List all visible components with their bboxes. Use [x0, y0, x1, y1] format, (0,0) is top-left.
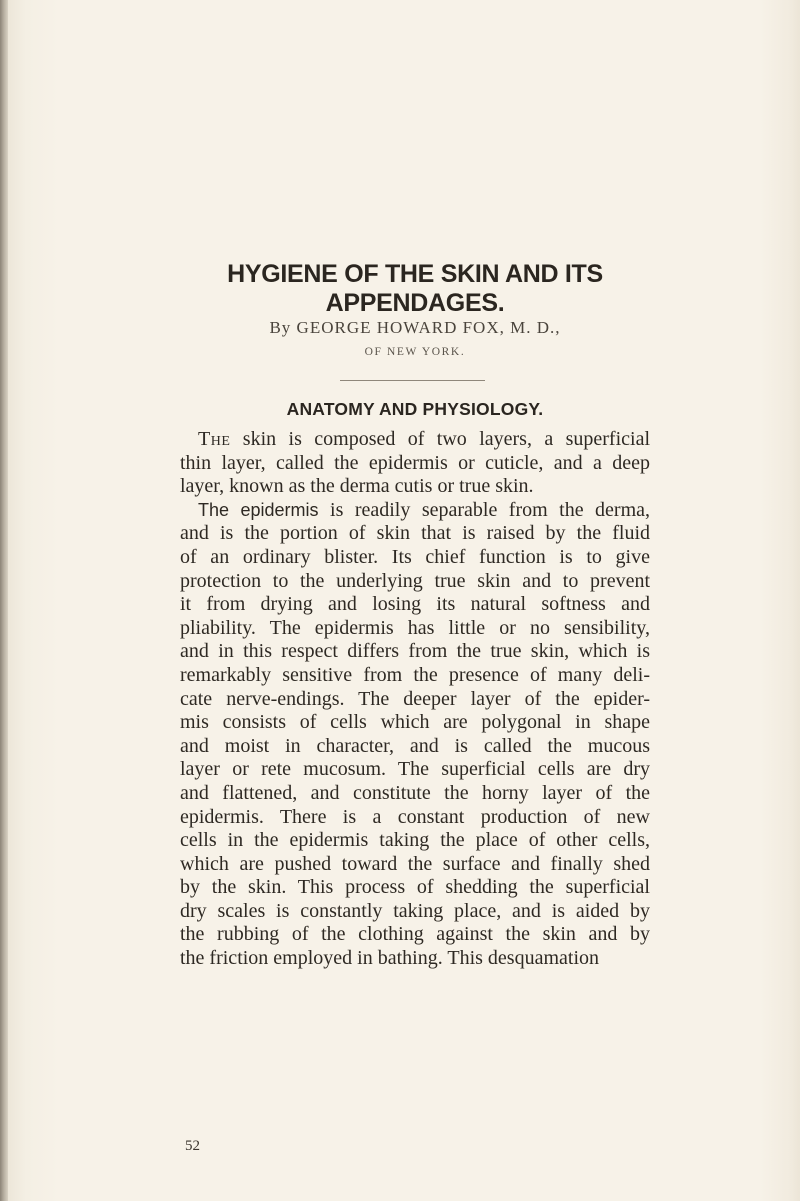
- text-line: pliability. The epidermis has little or no sensibility,: [180, 616, 650, 639]
- text-line: and in this respect differs from the true skin, which is: [180, 640, 650, 663]
- text-line: dry scales is constantly taking place, and is aided by: [180, 899, 650, 922]
- paragraph-lead: The: [198, 428, 231, 450]
- author-affiliation: OF NEW YORK.: [364, 346, 466, 358]
- body-text: [180, 428, 650, 971]
- article-title-line-2: APPENDAGES.: [325, 289, 505, 317]
- text-line: The epidermis is readily separable from the derma,: [198, 498, 651, 521]
- text-line: it from drying and losing its natural softness and: [180, 593, 650, 616]
- author-byline: By GEORGE HOWARD FOX, M. D.,: [269, 318, 561, 337]
- text-line: cells in the epidermis taking the place of other cells,: [180, 829, 650, 852]
- text-line: remarkably sensitive from the presence of many deli-: [180, 663, 650, 686]
- text-line: and flattened, and constitute the horny layer of the: [180, 781, 650, 804]
- text-line: cate nerve-endings. The deeper layer of the epider-: [180, 687, 650, 710]
- page-gutter-shadow: [0, 0, 8, 1201]
- section-heading: ANATOMY AND PHYSIOLOGY.: [286, 399, 544, 419]
- text-line: the friction employed in bathing. This desquamation: [180, 947, 599, 970]
- paragraph-lead: The epidermis: [198, 499, 319, 520]
- text-line: mis consists of cells which are polygonal in shape: [180, 711, 650, 734]
- article-title-line-1: HYGIENE OF THE SKIN AND ITS: [227, 260, 603, 288]
- page-number: 52: [185, 1138, 200, 1154]
- text-line: which are pushed toward the surface and finally shed: [180, 852, 650, 875]
- text-line: protection to the underlying true skin and to prevent: [180, 569, 650, 592]
- text-line: and is the portion of skin that is raised by the fluid: [180, 522, 650, 545]
- text-line: The skin is composed of two layers, a superficial: [198, 428, 651, 450]
- text-line: the rubbing of the clothing against the skin and by: [180, 923, 650, 946]
- text-line: by the skin. This process of shedding the superficial: [180, 876, 650, 899]
- text-line: and moist in character, and is called the mucous: [180, 734, 650, 757]
- text-line: of an ordinary blister. Its chief function is to give: [180, 545, 650, 568]
- text-line: epidermis. There is a constant production of new: [180, 805, 650, 828]
- text-line: thin layer, called the epidermis or cuticle, and a deep: [180, 451, 650, 474]
- text-line: layer, known as the derma cutis or true skin.: [180, 475, 534, 498]
- section-divider: [340, 380, 485, 381]
- text-line: layer or rete mucosum. The superficial cells are dry: [180, 758, 650, 781]
